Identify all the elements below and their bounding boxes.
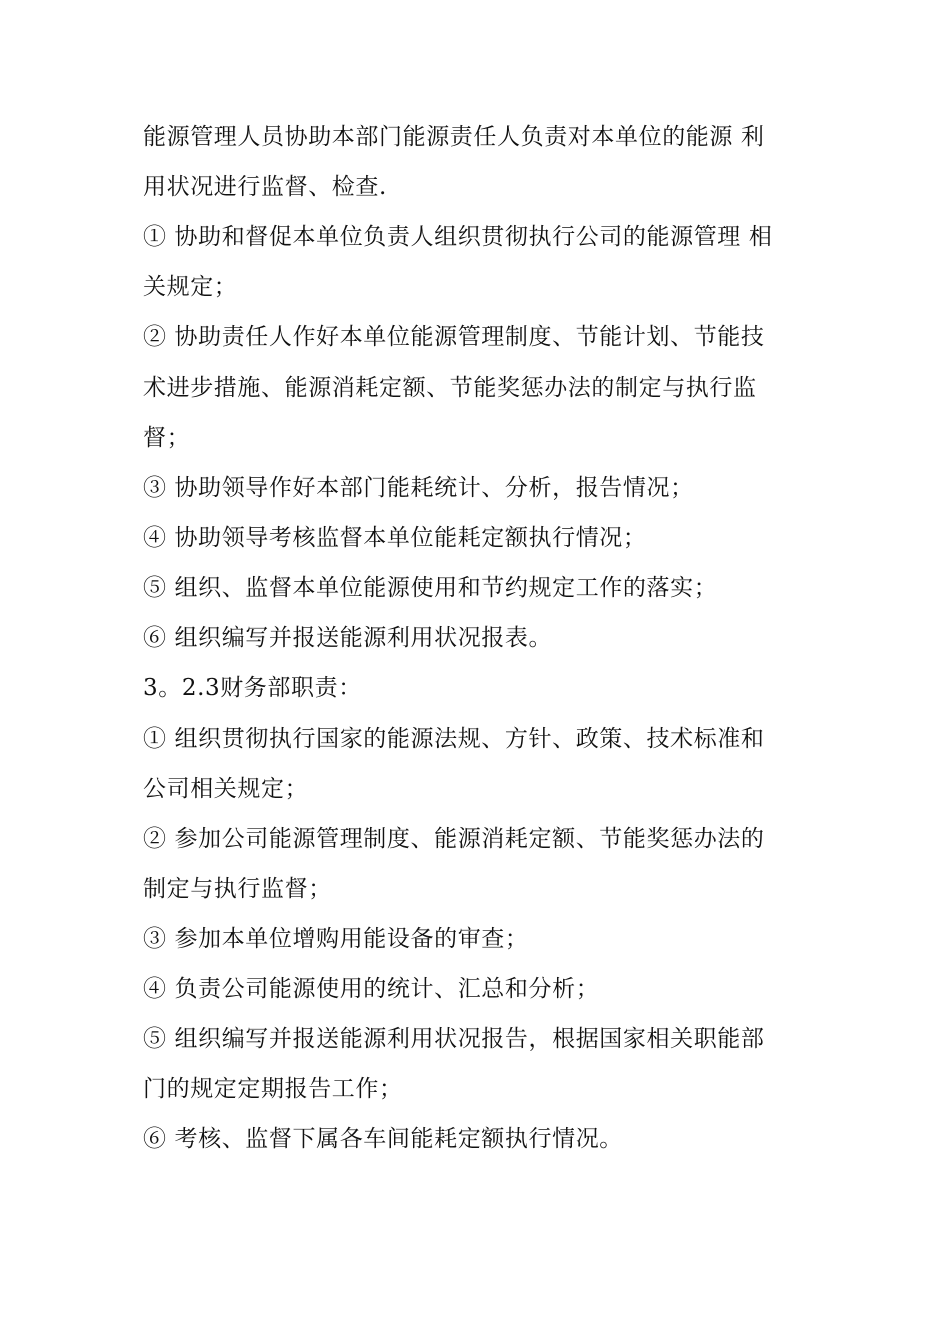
- text-line: 关规定；: [143, 274, 238, 300]
- text-line: 制定与执行监督；: [143, 876, 332, 902]
- text-line: ④ 负责公司能源使用的统计、汇总和分析；: [143, 976, 600, 1002]
- text-line: ① 组织贯彻执行国家的能源法规、方针、政策、技术标准和: [143, 726, 765, 752]
- text-line: 术进步措施、能源消耗定额、节能奖惩办法的制定与执行监: [143, 375, 757, 401]
- text-line: ⑥ 组织编写并报送能源利用状况报表。: [143, 625, 553, 651]
- text-line: 门的规定定期报告工作；: [143, 1076, 403, 1102]
- section-heading: 3。2.3财务部职责：: [143, 675, 362, 701]
- text-line: ⑥ 考核、监督下属各车间能耗定额执行情况。: [143, 1126, 623, 1152]
- text-line: ② 参加公司能源管理制度、能源消耗定额、节能奖惩办法的: [143, 826, 765, 852]
- text-line: ③ 协助领导作好本部门能耗统计、分析，报告情况；: [143, 475, 694, 501]
- text-line: 督；: [143, 425, 191, 451]
- text-line: 用状况进行监督、检查.: [143, 174, 387, 200]
- text-line: ⑤ 组织、监督本单位能源使用和节约规定工作的落实；: [143, 575, 718, 601]
- text-line: 公司相关规定；: [143, 776, 309, 802]
- text-line: ② 协助责任人作好本单位能源管理制度、节能计划、节能技: [143, 324, 765, 350]
- text-line: 能源管理人员协助本部门能源责任人负责对本单位的能源 利: [143, 124, 765, 150]
- text-line: ① 协助和督促本单位负责人组织贯彻执行公司的能源管理 相: [143, 224, 773, 250]
- text-line: ③ 参加本单位增购用能设备的审查；: [143, 926, 529, 952]
- text-line: ④ 协助领导考核监督本单位能耗定额执行情况；: [143, 525, 647, 551]
- text-line: ⑤ 组织编写并报送能源利用状况报告，根据国家相关职能部: [143, 1026, 765, 1052]
